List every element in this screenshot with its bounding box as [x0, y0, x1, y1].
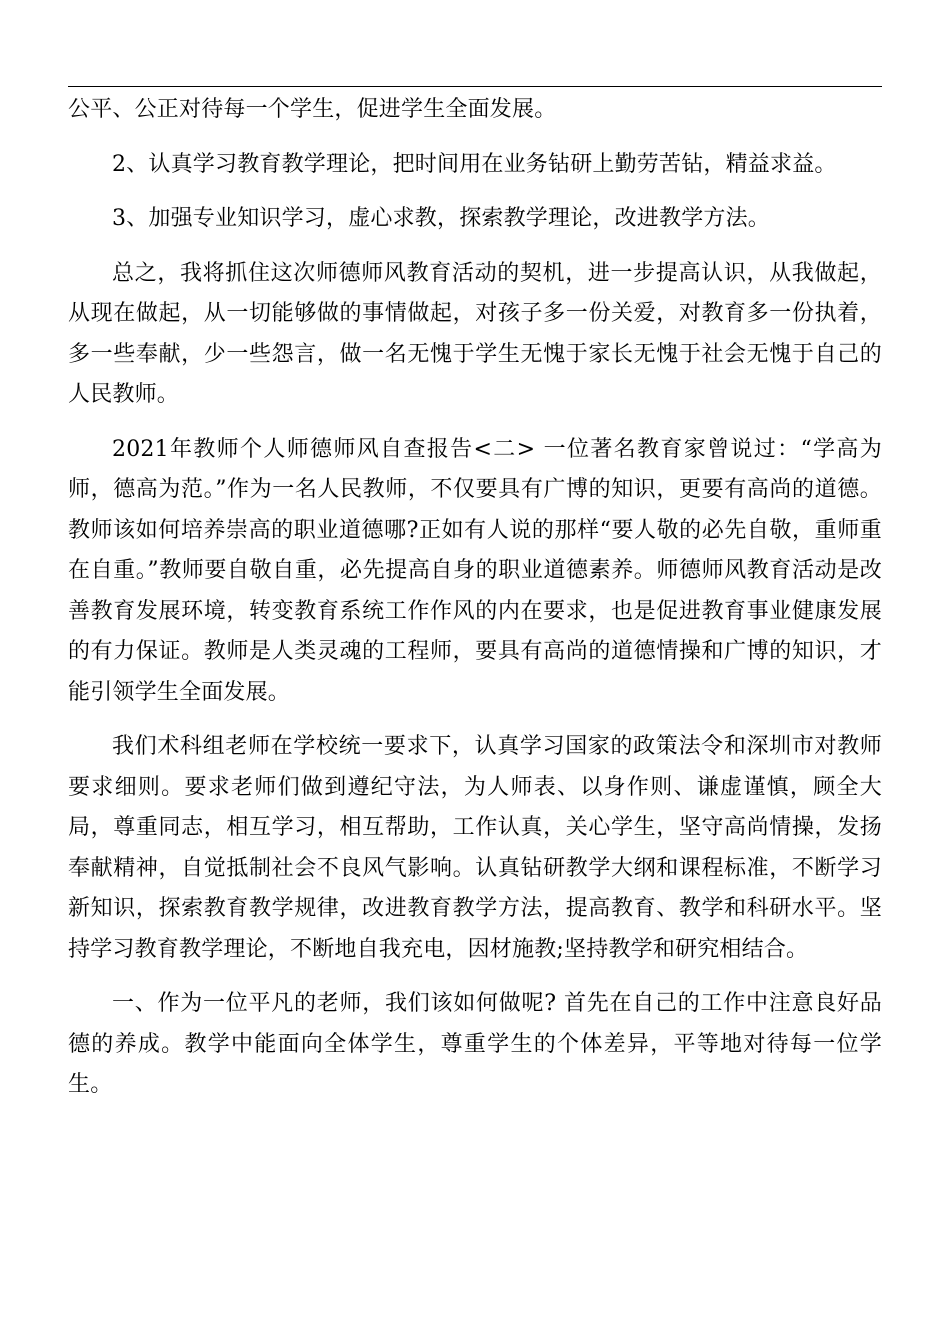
paragraph: 我们术科组老师在学校统一要求下，认真学习国家的政策法令和深圳市对教师要求细则。要求老师们做到遵纪守法，为人师表、以身作则、谦虚谨慎，顾全大局，尊重同志，相互学习，相互帮助，工作认真，关心学生，坚守高尚情操，发扬奉献精神，自觉抵制社会不良风气影响。认真钻研教学大纲和课程标准，不断学习新知识，探索教育教学规律，改进教育教学方法，提高教育、教学和科研水平。坚持学习教育教学理论，不断地自我充电，因材施教;坚持教学和研究相结合。	[68, 734, 882, 962]
header-rule	[68, 86, 882, 87]
paragraph: 3、加强专业知识学习，虚心求教，探索教学理论，改进教学方法。	[112, 206, 770, 231]
paragraph: 2021年教师个人师德师风自查报告<二> 一位著名教育家曾说过：“学高为师，德高为范。”作为一名人民教师，不仅要具有广博的知识，更要有高尚的道德。教师该如何培养崇高的职业道德哪?正如有人说的那样“要人敬的必先自敬，重师重在自重。”教师要自敬自重，必先提高自身的职业道德素养。师德师风教育活动是改善教育发展环境，转变教育系统工作作风的内在要求，也是促进教育事业健康发展的有力保证。教师是人类灵魂的工程师，要具有高尚的道德情操和广博的知识，才能引领学生全面发展。	[68, 436, 882, 705]
paragraph: 一、作为一位平凡的老师，我们该如何做呢? 首先在自己的工作中注意良好品德的养成。教学中能面向全体学生，尊重学生的个体差异，平等地对待每一位学生。	[68, 991, 882, 1097]
document-body	[68, 90, 882, 1120]
paragraph: 2、认真学习教育教学理论，把时间用在业务钻研上勤劳苦钻，精益求益。	[112, 151, 837, 177]
paragraph: 总之，我将抓住这次师德师风教育活动的契机，进一步提高认识，从我做起，从现在做起，从一切能够做的事情做起，对孩子多一份关爱，对教育多一份执着，多一些奉献，少一些怨言，做一名无愧于学生无愧于家长无愧于社会无愧于自己的人民教师。	[68, 260, 882, 407]
paragraph: 公平、公正对待每一个学生，促进学生全面发展。	[68, 97, 557, 122]
